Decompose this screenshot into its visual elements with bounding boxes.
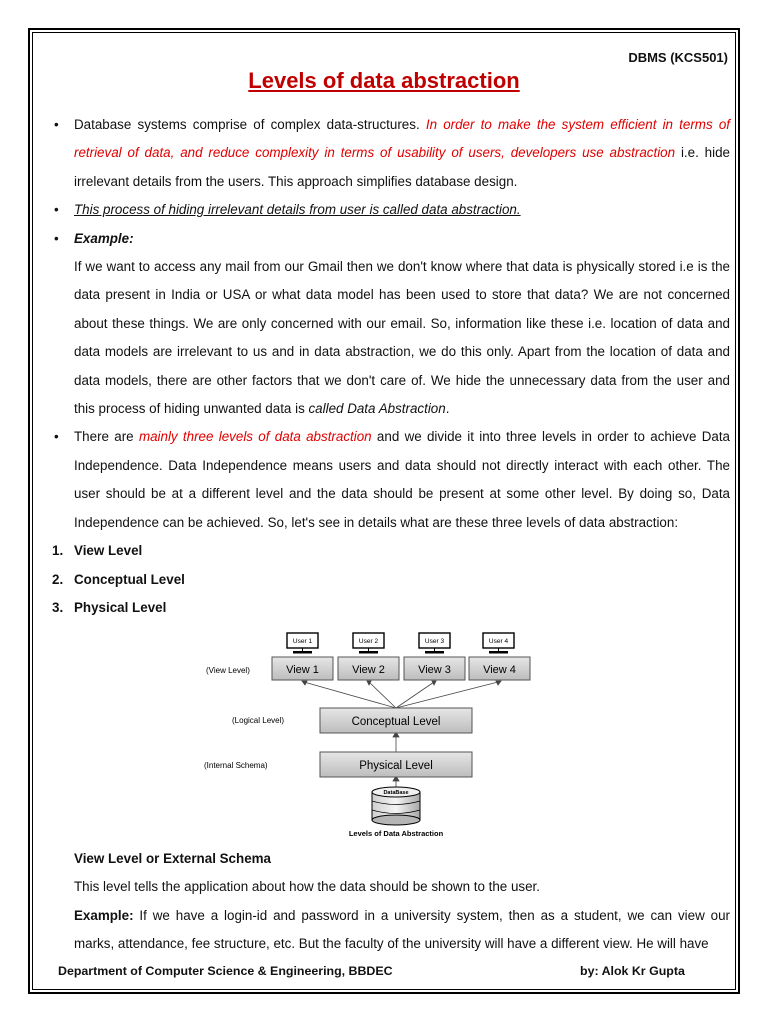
user-2-label: User 2 xyxy=(358,638,379,645)
level-item-3 xyxy=(46,594,730,622)
view-2-label: View 2 xyxy=(352,664,385,676)
user-monitor-4 xyxy=(483,633,514,654)
conceptual-level-label: Conceptual Level xyxy=(351,716,441,728)
example-end: . xyxy=(445,401,450,417)
view-1-label: View 1 xyxy=(286,664,319,676)
bullet-1-highlight: In order to make the system efficient in terms of retrieval of data, and reduce complexity in terms of usability of users, developers use abstraction xyxy=(74,117,730,161)
level-1-label: View Level xyxy=(74,543,143,559)
view-level-section xyxy=(74,845,730,959)
example-italic: called Data Abstraction xyxy=(308,401,446,417)
main-content xyxy=(46,111,730,622)
example-label: Example: xyxy=(74,230,134,246)
level-1-number: 1. xyxy=(52,543,64,559)
database-label: DataBase xyxy=(383,790,409,796)
user-1-label: User 1 xyxy=(292,638,313,645)
diagram-caption: Levels of Data Abstraction xyxy=(348,829,444,838)
level-2-label: Conceptual Level xyxy=(74,571,185,587)
course-code: DBMS (KCS501) xyxy=(628,50,728,65)
view-4-label: View 4 xyxy=(483,664,516,676)
bullet-item-1 xyxy=(46,111,730,196)
bullet-dot-icon: • xyxy=(54,429,59,445)
bullet-1-text-a: Database systems comprise of complex data-structures. xyxy=(74,117,426,132)
logical-level-label: (Logical Level) xyxy=(232,716,285,725)
bullet-1-text-b: i.e. hide irrelevant details from the users. This approach simplifies database design. xyxy=(74,145,730,189)
database-icon xyxy=(372,787,420,825)
bullet-item-4 xyxy=(46,423,730,537)
user-monitor-2 xyxy=(353,633,384,654)
internal-schema-label: (Internal Schema) xyxy=(204,761,268,770)
view-level-label: (View Level) xyxy=(206,666,250,675)
footer-author: by: Alok Kr Gupta xyxy=(580,964,685,978)
bullet-item-2 xyxy=(46,196,730,224)
bullet-dot-icon: • xyxy=(54,230,59,246)
level-3-number: 3. xyxy=(52,599,64,615)
page-title: Levels of data abstraction xyxy=(248,68,520,93)
bullet-dot-icon: • xyxy=(54,117,59,132)
level-item-2 xyxy=(46,566,730,594)
user-monitor-3 xyxy=(419,633,450,654)
user-3-label: User 3 xyxy=(424,638,445,645)
level-3-label: Physical Level xyxy=(74,599,167,615)
bullet-dot-icon: • xyxy=(54,202,59,218)
physical-level-label: Physical Level xyxy=(359,760,433,772)
view-level-description: This level tells the application about how the data should be shown to the user. xyxy=(74,879,540,895)
abstraction-diagram xyxy=(196,630,536,840)
bullet-2-text: This process of hiding irrelevant details from user is called data abstraction. xyxy=(74,202,521,218)
bullet-item-3 xyxy=(46,225,730,253)
view-level-heading: View Level or External Schema xyxy=(74,851,271,866)
view-example-text: If we have a login-id and password in a university system, then as a student, we can view our marks, attendance, fee structure, etc. But the faculty of the university will have a different view. He will have xyxy=(74,907,730,952)
level-2-number: 2. xyxy=(52,571,64,587)
bullet-4-text-a: There are xyxy=(74,429,139,445)
view-example-label: Example: xyxy=(74,907,134,923)
view-level-example xyxy=(74,902,730,959)
bullet-4-highlight: mainly three levels of data abstraction xyxy=(138,429,372,445)
user-4-label: User 4 xyxy=(488,638,509,645)
user-monitor-1 xyxy=(287,633,318,654)
example-text: If we want to access any mail from our Gmail then we don't know where that data is physically stored i.e is the data present in India or USA or what data model has been used to store that data? We are not concerned about these things. We are only concerned with our email. So, information like these i.e. location of data and data models are irrelevant to us and in data abstraction, we do this only. Apart from the location of data and data models, there are other factors that we don't care of. We hide the unnecessary data from the user and this process of hiding unwanted data is xyxy=(74,259,730,417)
level-item-1 xyxy=(46,537,730,565)
footer-department: Department of Computer Science & Engineering, BBDEC xyxy=(58,964,393,978)
bullet-4-text-b: and we divide it into three levels in order to achieve Data Independence. Data Independence means users and data should not directly interact with each other. The user should be at a different level and the data should be present at some other level. By doing so, Data Independence can be achieved. So, let's see in details what are these three levels of data abstraction: xyxy=(74,429,730,530)
example-paragraph xyxy=(46,253,730,423)
view-3-label: View 3 xyxy=(418,664,451,676)
